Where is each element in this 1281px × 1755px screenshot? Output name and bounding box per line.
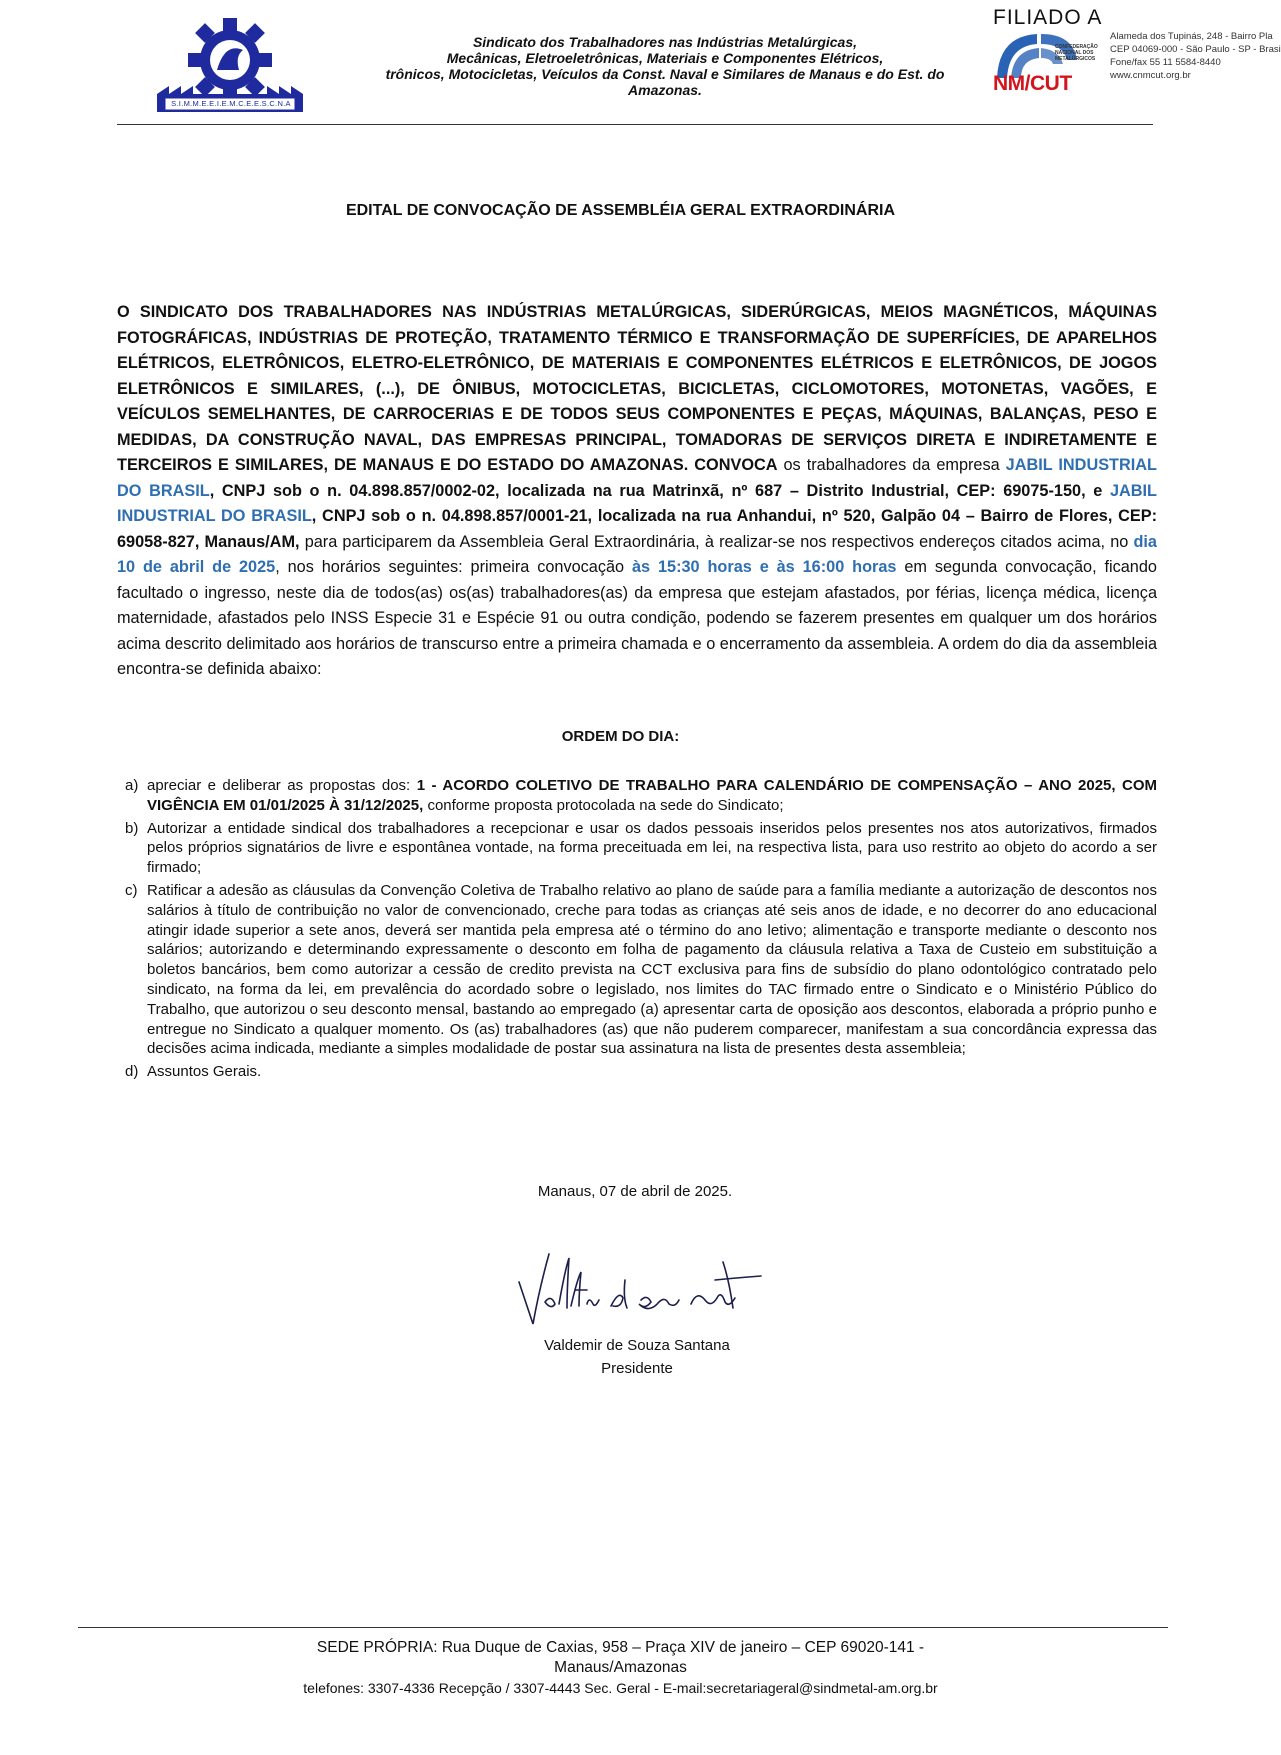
company-address: , CNPJ sob o n. 04.898.857/0001-21, localizada na rua Anhandui, nº 520, Galpão 04 – Bairro de Flores, CEP: 69058-827, Manaus/AM, <box>117 507 1157 551</box>
paragraph-text: em segunda convocação, ficando facultado o ingresso, neste dia de todos(as) os(as) trabalhadores(as) da empresa que estejam afastados, por férias, licença médica, licença maternidade, afastados pelo INSS Especie 31 e Espécie 91 ou outra condição, podendo se fazerem presentes em qualquer um dos horários acima descrito delimitado aos horários de transcurso entre a primeira chamada e o encerramento da assembleia. A ordem do dia da assembleia encontra-se definida abaixo: <box>117 558 1157 678</box>
agenda-item <box>117 881 1157 1059</box>
agenda-list <box>117 776 1157 1085</box>
signer-role: Presidente <box>601 1360 673 1377</box>
cnm-logo-text: NM/CUT <box>993 72 1072 95</box>
signer-name: Valdemir de Souza Santana <box>544 1337 730 1354</box>
cnm-address-line: Fone/fax 55 11 5584-8440 <box>1110 57 1221 68</box>
agenda-marker: c) <box>125 881 138 899</box>
agenda-item <box>117 819 1157 878</box>
footer-contacts: telefones: 3307-4336 Recepção / 3307-4443 Sec. Geral - E-mail:secretariageral@sindmetal-am.org.br <box>303 1680 938 1696</box>
union-name-line-2: Mecânicas, Eletroeletrônicas, Materiais e Componentes Elétricos, <box>446 50 884 66</box>
agenda-text: apreciar e deliberar as propostas dos: <box>147 777 417 794</box>
company-address: , CNPJ sob o n. 04.898.857/0002-02, localizada na rua Matrinxã, nº 687 – Distrito Industrial, CEP: 69075-150, e <box>209 481 1110 500</box>
agenda-marker: d) <box>125 1063 139 1081</box>
footer-city: Manaus/Amazonas <box>554 1659 687 1676</box>
company-name: JABIL INDUSTRIAL DO BRASIL <box>117 481 1157 525</box>
footer <box>0 1638 1241 1698</box>
agenda-text: Assuntos Gerais. <box>147 1063 262 1081</box>
agenda-marker: b) <box>125 819 139 837</box>
footer-address: SEDE PRÓPRIA: Rua Duque de Caxias, 958 – Praça XIV de janeiro – CEP 69020-141 - <box>316 1639 925 1656</box>
signer-block <box>0 1334 1274 1380</box>
affiliation-label: FILIADO A <box>993 6 1103 29</box>
cnm-logo-subtext: CONFEDERAÇÃO NACIONAL DOS METALÚRGICOS <box>1055 44 1098 62</box>
agenda-item <box>117 776 1157 816</box>
handwritten-signature <box>515 1250 765 1332</box>
paragraph-intro: O SINDICATO DOS TRABALHADORES NAS INDÚSTRIAS METALÚRGICAS, SIDERÚRGICAS, MEIOS MAGNÉTICOS, MÁQUINAS FOTOGRÁFICAS, INDÚSTRIAS DE PROTEÇÃO, TRATAMENTO TÉRMICO E TRANSFORMAÇÃO DE SUPERFÍCIES, DE APARELHOS ELÉTRICOS, ELETRÔNICOS, ELETRO-ELETRÔNICO, DE MATERIAIS E COMPONENTES ELÉTRICOS E ELETRÔNICOS, DE JOGOS ELETRÔNICOS E SIMILARES, (...), DE ÔNIBUS, MOTOCICLETAS, BICICLETAS, CICLOMOTORES, MOTONETAS, VAGÕES, E VEÍCULOS SEMELHANTES, DE CARROCERIAS E DE TODOS SEUS COMPONENTES E PEÇAS, MÁQUINAS, BALANÇAS, PESO E MEDIDAS, DA CONSTRUÇÃO NAVAL, DAS EMPRESAS PRINCIPAL, TOMADORAS DE SERVIÇOS DIRETA E INDIRETAMENTE E TERCEIROS E SIMILARES, DE MANAUS E DO ESTADO DO AMAZONAS. CONVOCA <box>117 303 1157 474</box>
agenda-bold-text: 1 - ACORDO COLETIVO DE TRABALHO PARA CALENDÁRIO DE COMPENSAÇÃO – ANO 2025, COM VIGÊNCIA EM 01/01/2025 À 31/12/2025, <box>147 777 1157 814</box>
paragraph-text: , nos horários seguintes: primeira convocação <box>275 558 632 576</box>
union-name-line-4: Amazonas. <box>628 82 702 98</box>
agenda-item <box>117 1062 1157 1082</box>
cnm-address <box>1110 30 1281 82</box>
assembly-times: às 15:30 horas e às 16:00 horas <box>631 558 897 576</box>
assembly-date: dia 10 de abril de 2025 <box>117 532 1157 576</box>
paragraph-text: os trabalhadores da empresa <box>777 456 1006 474</box>
union-name-line-3: trônicos, Motocicletas, Veículos da Const. Naval e Similares de Manaus e do Est. do <box>385 66 945 82</box>
agenda-marker: a) <box>125 777 139 794</box>
union-name-line-1: Sindicato dos Trabalhadores nas Indústrias Metalúrgicas, <box>472 34 858 50</box>
document-title: EDITAL DE CONVOCAÇÃO DE ASSEMBLÉIA GERAL EXTRAORDINÁRIA <box>345 202 896 219</box>
agenda-text: Ratificar a adesão as cláusulas da Convenção Coletiva de Trabalho relativo ao plano de saúde para a família mediante a autorização de descontos nos salários à título de contribuição no valor de convencionado, creche para todas as crianças até seis anos de idade, e no decorrer do ano educacional atingir idade superior a sete anos, deverá ser mantida pela empresa até o término do ano letivo; alimentação e transporte mediante o desconto nos salários; autorizando e determinando expressamente o desconto em folha de pagamento da cláusula relativa a Taxa de Custeio em substituição a boletos bancários, bem como autorizar a cessão de credito prevista na CCT exclusiva para fins de subsídio do plano odontológico contratado pelo sindicato, na forma da lei, em prevalência do acordado sobre o legislado, nos limites do TAC firmado entre o Sindicato e o Ministério Público do Trabalho, que autorizou o seu desconto mensal, bastando ao empregado (a) apresentar carta de oposição aos descontos, elaborada a próprio punho e entregue no Sindicato a qualquer momento. Os (as) trabalhadores (as) que não puderem comparecer, manifestam a sua concordância expressa das decisões acima indicada, mediante a simples modalidade de postar sua assinatura na lista de presentes desta assembleia; <box>147 881 1157 1058</box>
footer-divider <box>78 1627 1168 1628</box>
cnm-cut-logo-icon <box>993 30 1105 100</box>
cnm-address-line: Alameda dos Tupinás, 248 - Bairro Pla <box>1110 31 1273 42</box>
union-logo <box>155 12 305 122</box>
convocation-paragraph <box>117 300 1157 683</box>
logo-label: S.I.M.M.E.E.I.E.M.C.E.E.S.C.N.A <box>171 99 291 108</box>
company-name: JABIL INDUSTRIAL DO BRASIL <box>117 456 1157 500</box>
union-name <box>355 34 975 98</box>
header-divider <box>117 124 1153 125</box>
place-date: Manaus, 07 de abril de 2025. <box>537 1183 733 1200</box>
agenda-title: ORDEM DO DIA: <box>561 728 680 745</box>
cnm-address-line: CEP 04069-000 - São Paulo - SP - Brasi <box>1110 44 1281 55</box>
paragraph-text: para participarem da Assembleia Geral Extraordinária, à realizar-se nos respectivos endereços citados acima, no <box>299 532 1134 551</box>
cnm-address-line: www.cnmcut.org.br <box>1110 70 1191 81</box>
agenda-text: conforme proposta protocolada na sede do Sindicato; <box>423 796 784 814</box>
agenda-text: Autorizar a entidade sindical dos trabalhadores a recepcionar e usar os dados pessoais inseridos pelos presentes nos atos autorizativos, firmados pelos próprios signatários de livre e espontânea vontade, na forma preceituada em lei, na respectiva lista, para uso restrito ao objeto do acordo a ser firmado; <box>147 819 1157 877</box>
